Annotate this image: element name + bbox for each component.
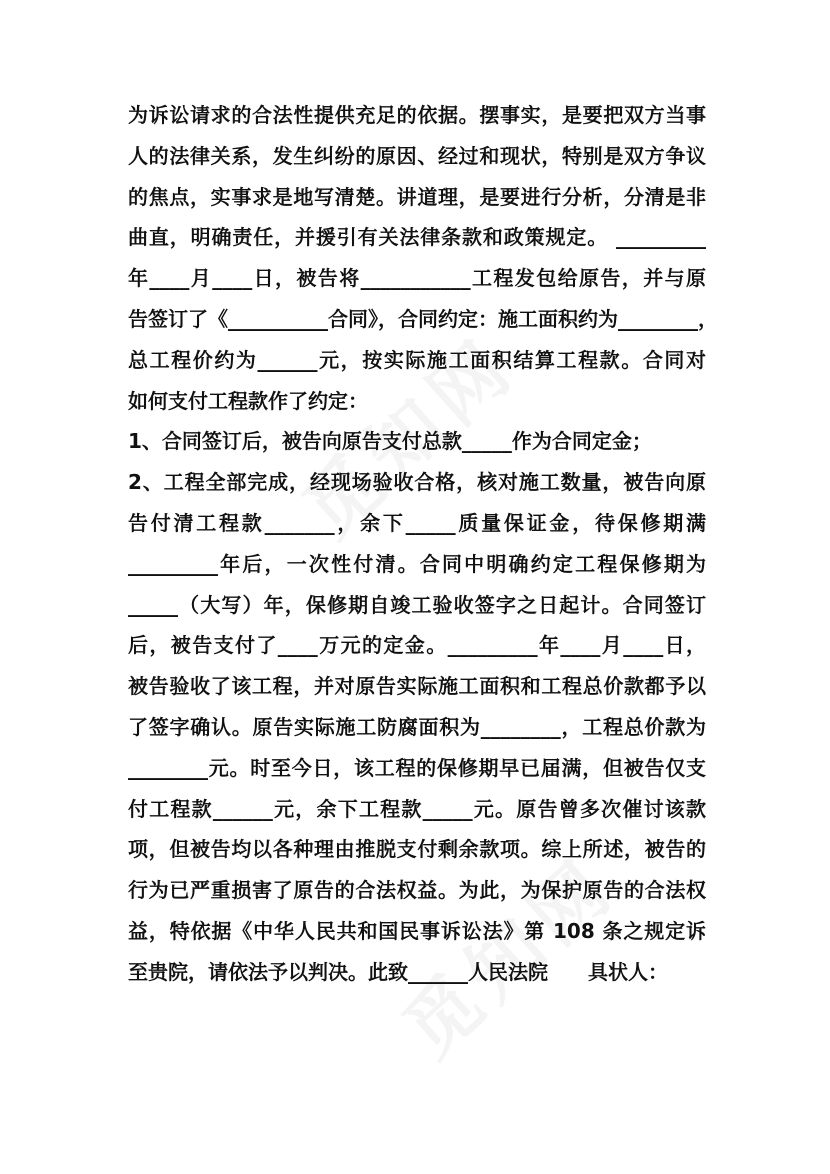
paragraph-line: 总工程价约为______元，按实际施工面积结算工程款。合同对 bbox=[128, 347, 706, 372]
paragraph-line: 付工程款______元，余下工程款_____元。原告曾多次催讨该款 bbox=[128, 796, 706, 821]
list-item: 2、工程全部完成，经现场验收合格，核对施工数量，被告向原 bbox=[128, 470, 706, 495]
paragraph-line: 后，被告支付了____万元的定金。_________年____月____日， bbox=[128, 633, 706, 658]
paragraph-line: 被告验收了该工程，并对原告实际施工面积和工程总价款都予以 bbox=[128, 674, 706, 699]
paragraph-line: _________年后，一次性付清。合同中明确约定工程保修期为 bbox=[128, 551, 706, 576]
paragraph-line: 告签订了《__________合同》，合同约定：施工面积约为________， bbox=[128, 306, 718, 331]
paragraph-line: 告付清工程款_______，余下_____质量保证金，待保修期满 bbox=[128, 510, 706, 535]
paragraph-line: 项，但被告均以各种理由推脱支付剩余款项。综上所述，被告的 bbox=[128, 837, 706, 862]
paragraph-line: _____（大写）年，保修期自竣工验收签字之日起计。合同签订 bbox=[128, 592, 706, 617]
complaint-body-text bbox=[128, 95, 718, 993]
paragraph-line: 人的法律关系，发生纠纷的原因、经过和现状，特别是双方争议 bbox=[128, 143, 706, 168]
paragraph-line: 了签字确认。原告实际施工防腐面积为________，工程总价款为 bbox=[128, 714, 706, 739]
paragraph-line: 行为已严重损害了原告的合法权益。为此，为保护原告的合法权 bbox=[128, 878, 706, 903]
paragraph-line: 如何支付工程款作了约定： bbox=[128, 388, 368, 413]
paragraph-line: ________元。时至今日，该工程的保修期早已届满，但被告仅支 bbox=[128, 755, 706, 780]
paragraph-line: 为诉讼请求的合法性提供充足的依据。摆事实，是要把双方当事 bbox=[128, 103, 706, 127]
paragraph-line: 曲直，明确责任，并援引有关法律条款和政策规定。 _________ bbox=[128, 225, 706, 250]
paragraph-line: 益，特依据《中华人民共和国民事诉讼法》第 108 条之规定诉 bbox=[128, 918, 706, 943]
paragraph-line: 年____月____日，被告将___________工程发包给原告，并与原 bbox=[128, 266, 706, 291]
closing-line: 至贵院，请依法予以判决。此致______人民法院 具状人： bbox=[128, 959, 668, 984]
list-item: 1、合同签订后，被告向原告支付总款_____作为合同定金； bbox=[128, 429, 652, 454]
paragraph-line: 的焦点，实事求是地写清楚。讲道理，是要进行分析，分清是非 bbox=[128, 184, 706, 209]
